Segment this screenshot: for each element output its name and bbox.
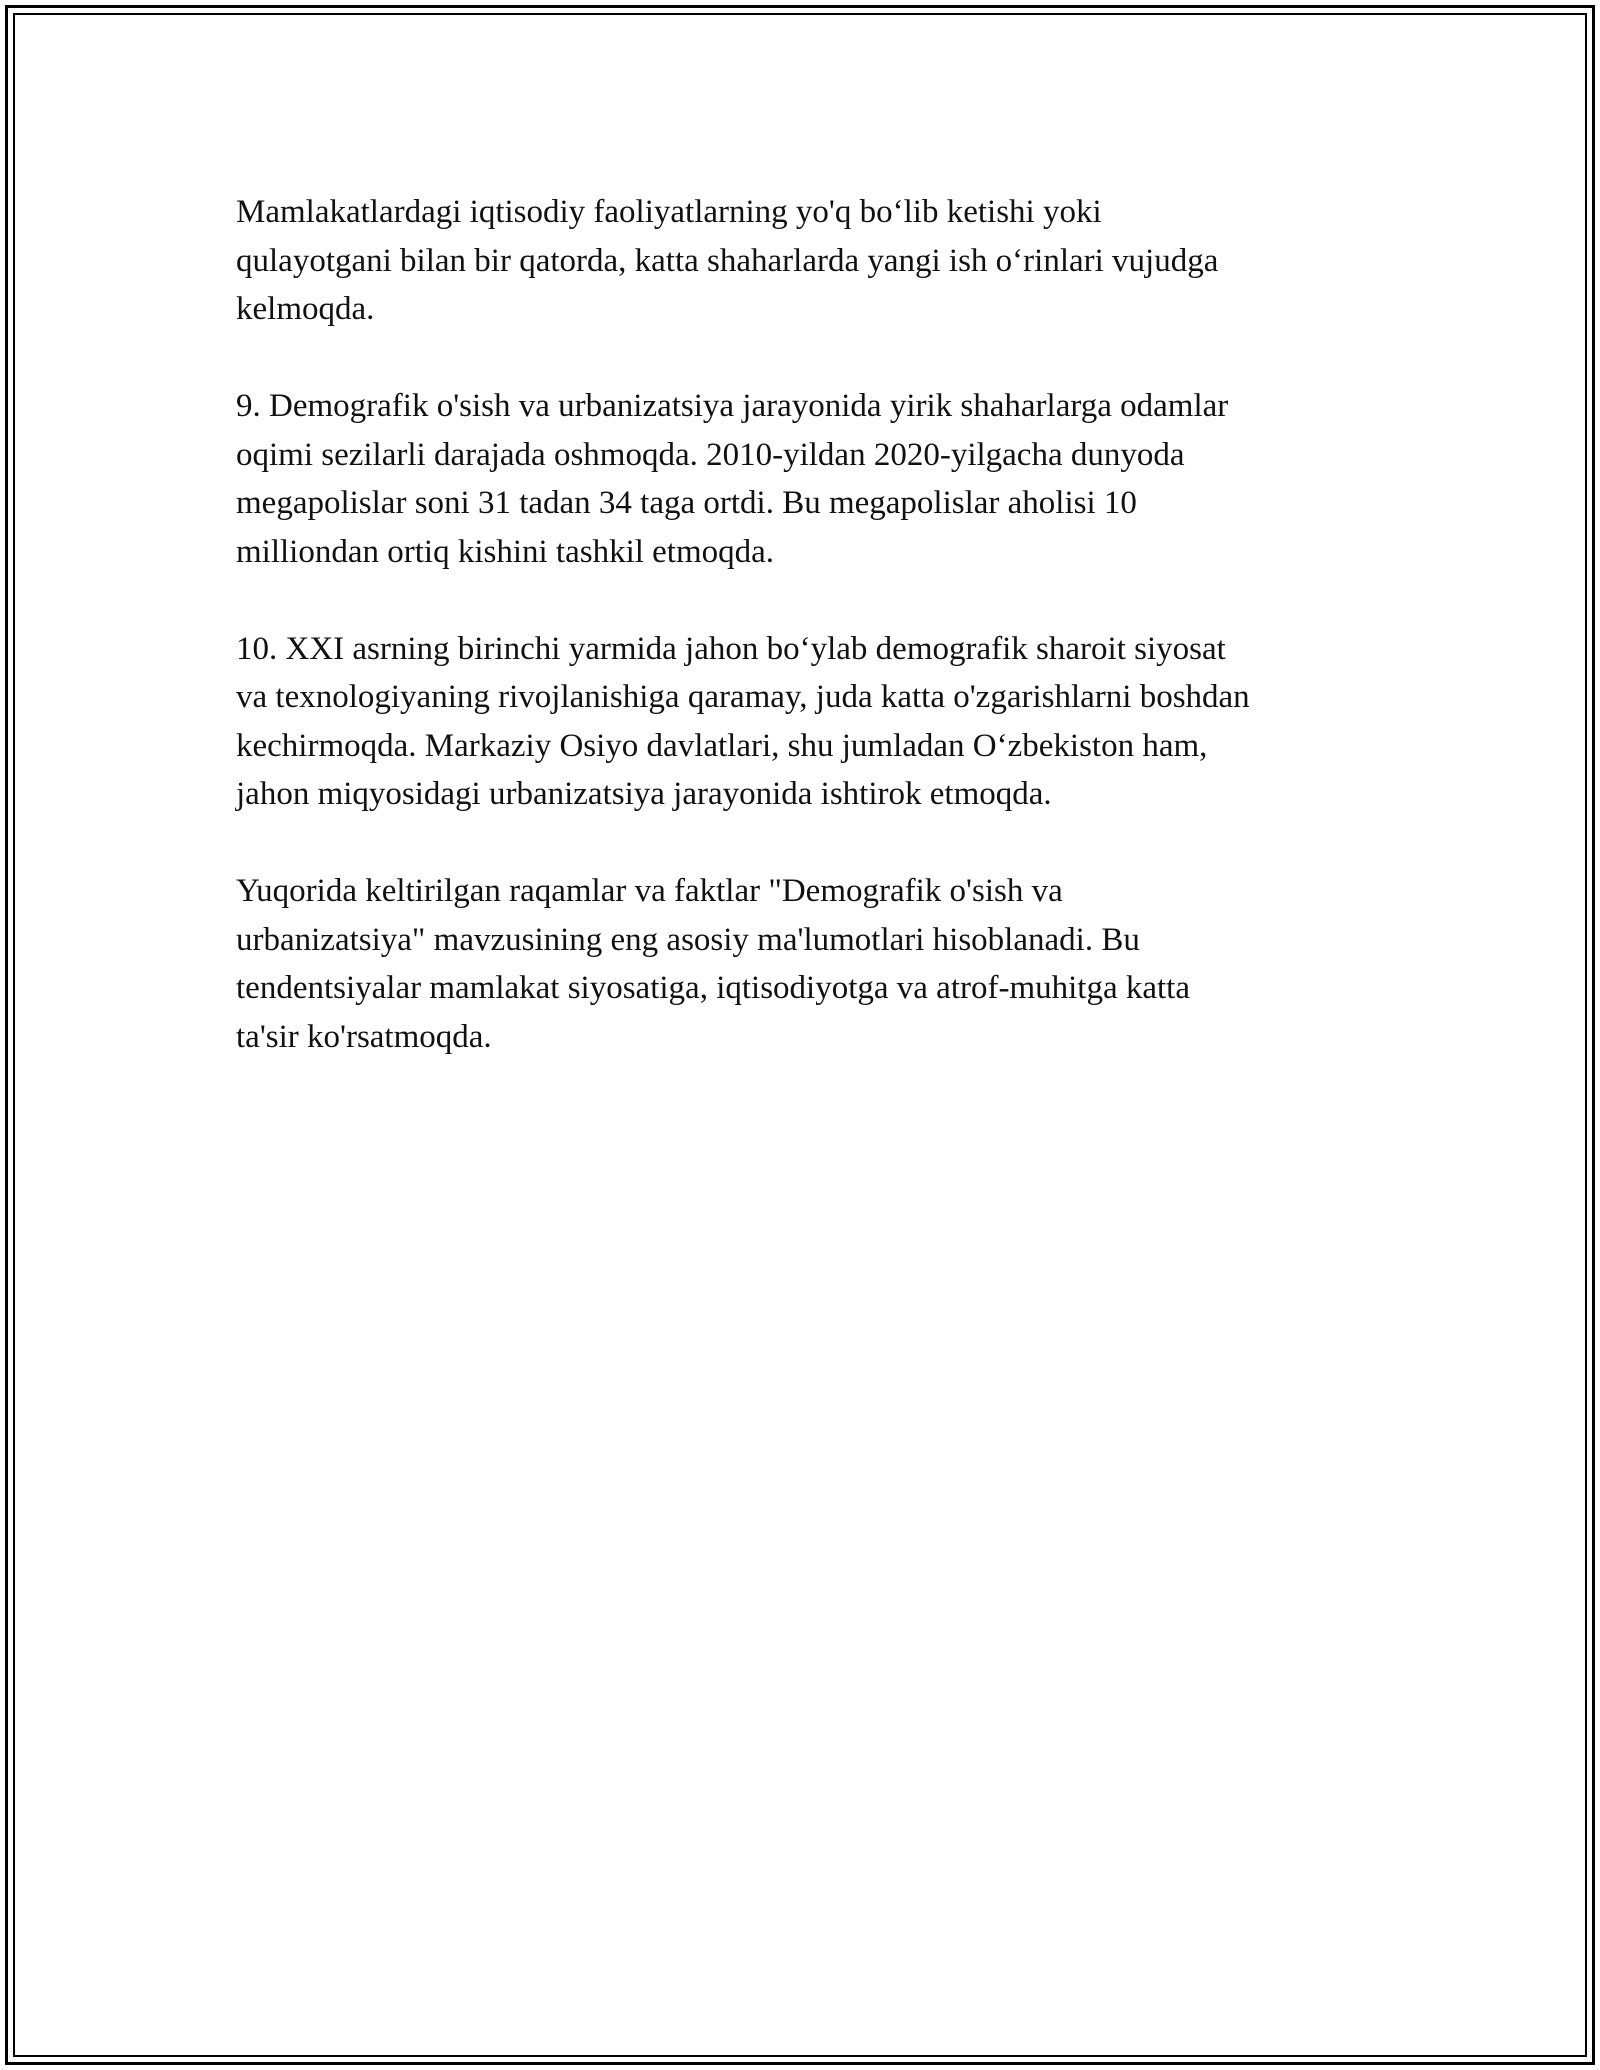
paragraph-item-10	[236, 625, 1386, 819]
paragraph-urban-jobs	[236, 188, 1386, 334]
text-line: milliondan ortiq kishini tashkil etmoqda.	[236, 533, 775, 570]
text-line: jahon miqyosidagi urbanizatsiya jarayonida ishtirok etmoqda.	[236, 776, 1052, 812]
text-line: tendentsiyalar mamlakat siyosatiga, iqtisodiyotga va atrof-muhitga katta	[236, 970, 1190, 1006]
paragraph-item-9	[236, 382, 1386, 576]
text-line: va texnologiyaning rivojlanishiga qaramay, juda katta o'zgarishlarni boshdan	[236, 679, 1250, 715]
text-line: megapolislar soni 31 tadan 34 taga ortdi. Bu megapolislar aholisi 10	[236, 485, 1137, 521]
paragraph-conclusion	[236, 867, 1386, 1061]
text-line: 9. Demografik o'sish va urbanizatsiya jarayonida yirik shaharlarga odamlar	[236, 388, 1229, 424]
text-line: urbanizatsiya" mavzusining eng asosiy ma'lumotlari hisoblanadi. Bu	[236, 921, 1140, 958]
text-line: Yuqorida keltirilgan raqamlar va faktlar "Demografik o'sish va	[236, 873, 1063, 909]
text-line: Mamlakatlardagi iqtisodiy faoliyatlarning yo'q bo‘lib ketishi yoki	[236, 194, 1102, 230]
text-line: kelmoqda.	[236, 291, 375, 327]
text-line: oqimi sezilarli darajada oshmoqda. 2010-yildan 2020-yilgacha dunyoda	[236, 436, 1185, 473]
text-line: qulayotgani bilan bir qatorda, katta shaharlarda yangi ish o‘rinlari vujudga	[236, 242, 1219, 279]
text-line: 10. XXI asrning birinchi yarmida jahon bo‘ylab demografik sharoit siyosat	[236, 630, 1226, 667]
document-body	[236, 188, 1386, 1110]
text-line: ta'sir ko'rsatmoqda.	[236, 1018, 492, 1055]
text-line: kechirmoqda. Markaziy Osiyo davlatlari, shu jumladan O‘zbekiston ham,	[236, 727, 1208, 764]
